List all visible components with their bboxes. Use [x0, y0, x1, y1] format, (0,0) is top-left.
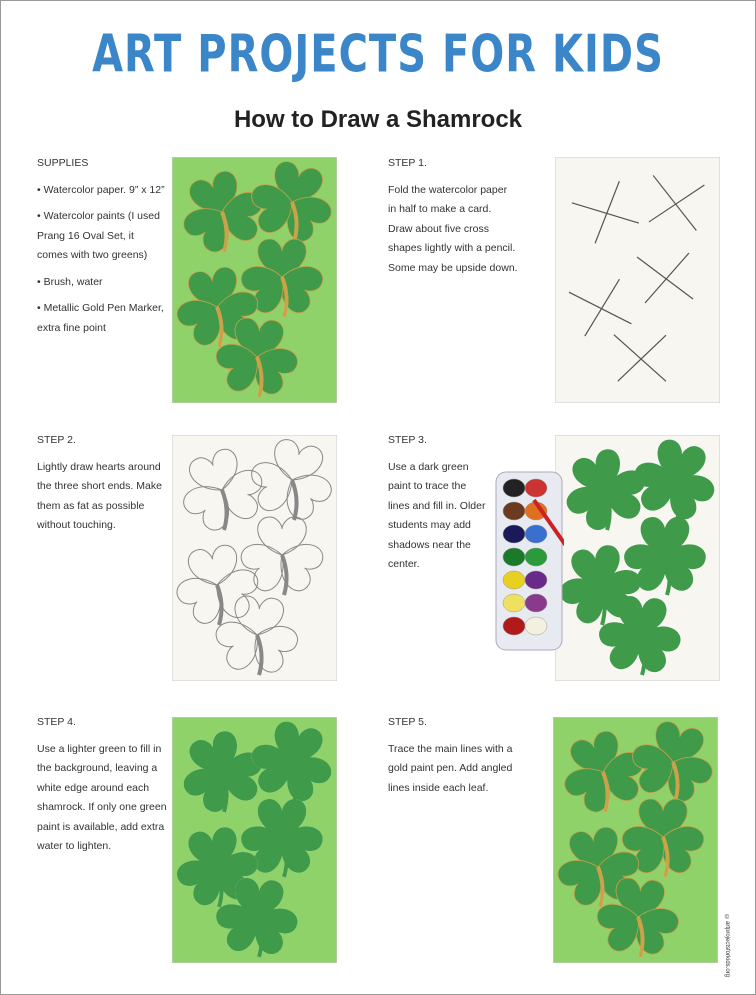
step-text: Use a lighter green to fill in the background, leaving a white edge around each shamrock. If only one green paint is available, add extra water to lighten.: [37, 742, 167, 852]
step-5-gold-lines-image: [553, 717, 718, 963]
supplies-heading: SUPPLIES: [37, 157, 89, 169]
step-heading: STEP 1.: [388, 157, 427, 169]
supply-item: • Metallic Gold Pen Marker, extra fine point: [37, 302, 164, 334]
supplies-section: [37, 154, 167, 345]
step-heading: STEP 4.: [37, 716, 76, 728]
step-heading: STEP 3.: [388, 434, 427, 446]
step-4-section: [37, 713, 167, 864]
step-heading: STEP 5.: [388, 716, 427, 728]
step-text: Fold the watercolor paper in half to make a card. Draw about five cross shapes lightly with a pencil. Some may be upside down.: [388, 183, 518, 274]
supply-item: • Watercolor paints (I used Prang 16 Oval Set, it comes with two greens): [37, 210, 160, 261]
step-3-section: [388, 431, 488, 582]
page-title: How to Draw a Shamrock: [233, 106, 523, 133]
step-5-section: [388, 713, 518, 805]
brand-logo: ART PROJECTS FOR KIDS: [92, 24, 664, 85]
step-text: Use a dark green paint to trace the lines and fill in. Older students may add shadows near the center.: [388, 460, 486, 570]
step-1-section: [388, 154, 518, 285]
supply-item: • Brush, water: [37, 275, 103, 288]
step-1-pencil-crosses-image: [555, 157, 720, 403]
step-2-section: [37, 431, 167, 543]
step-heading: STEP 2.: [37, 434, 76, 446]
watercolor-palette-image: [494, 470, 564, 652]
step-3-dark-green-image: [555, 435, 720, 681]
finished-shamrock-image: [172, 157, 337, 403]
supply-item: • Watercolor paper. 9” x 12”: [37, 183, 165, 196]
step-2-pencil-hearts-image: [172, 435, 337, 681]
step-text: Lightly draw hearts around the three short ends. Make them as fat as possible without touching.: [37, 460, 162, 531]
watermark: ©artprojectsforkids.org: [724, 915, 730, 978]
step-4-light-green-image: [172, 717, 337, 963]
step-text: Trace the main lines with a gold paint pen. Add angled lines inside each leaf.: [388, 742, 513, 794]
